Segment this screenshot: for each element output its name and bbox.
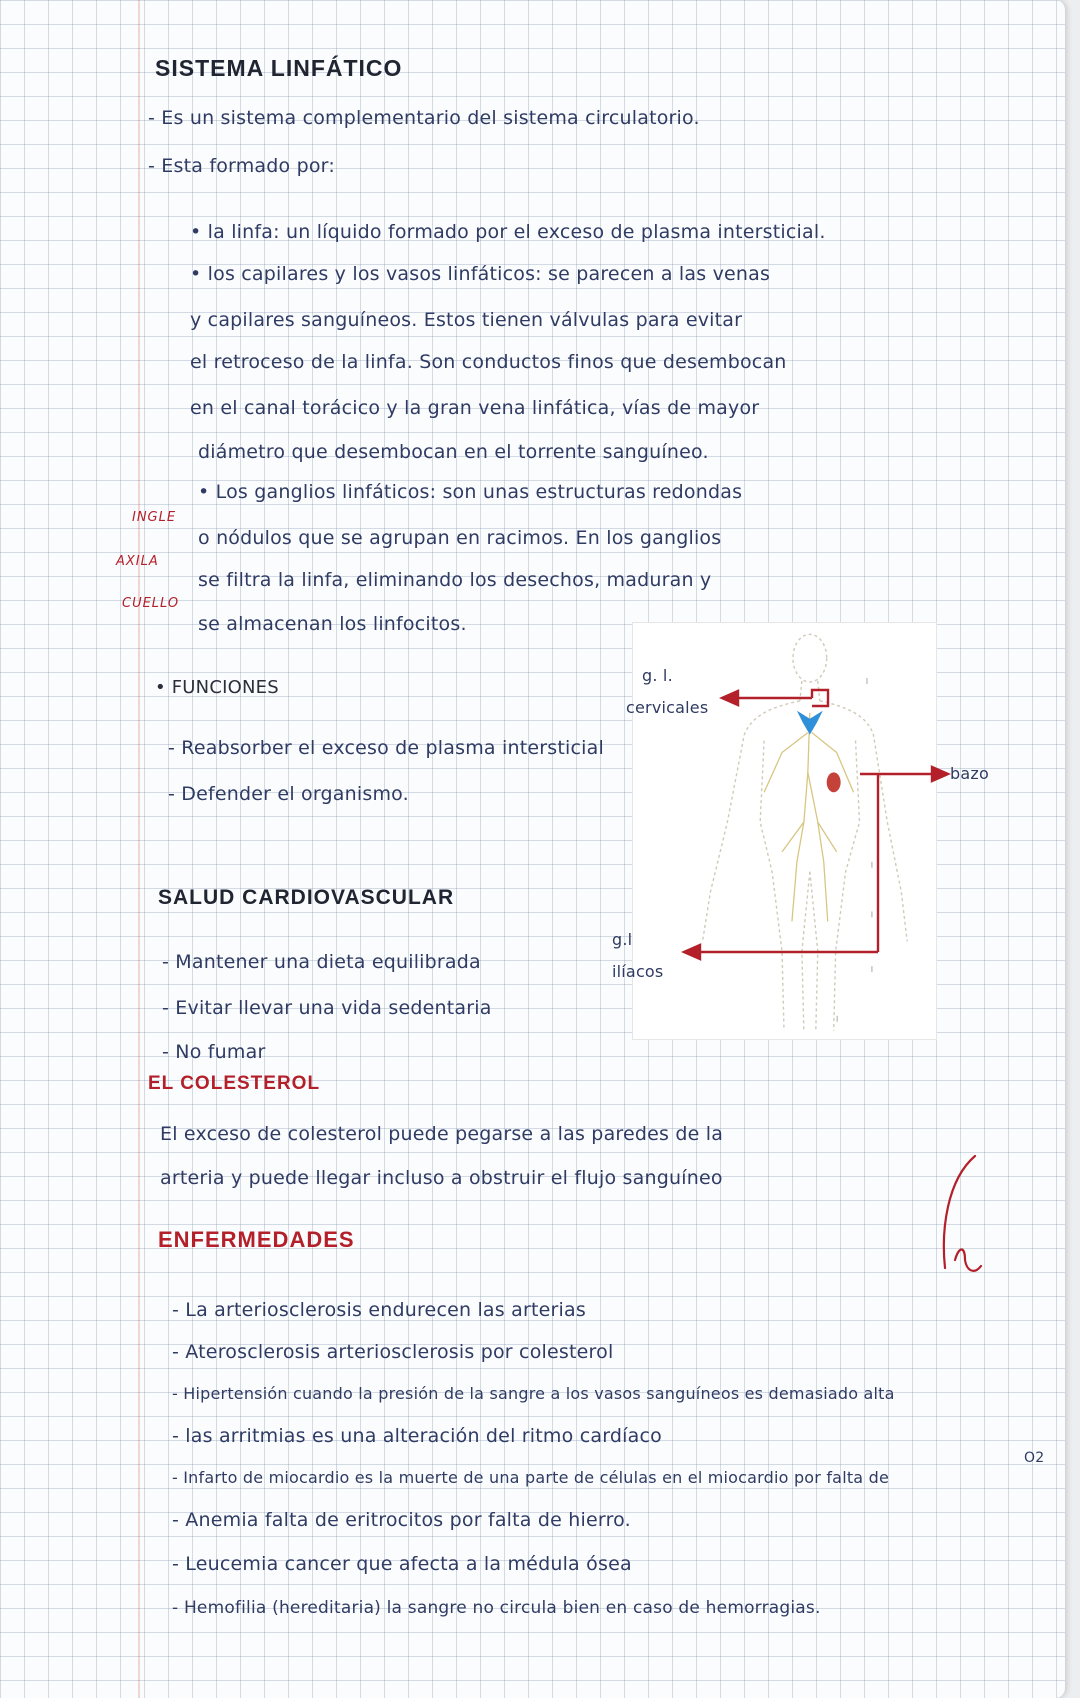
function-item: - Reabsorber el exceso de plasma intersticial <box>168 737 604 759</box>
intro-line-2: - Esta formado por: <box>148 155 335 177</box>
component-line: diámetro que desembocan en el torrente sanguíneo. <box>198 441 709 463</box>
disease-item: - Aterosclerosis arteriosclerosis por colesterol <box>172 1341 614 1363</box>
intro-line-1: - Es un sistema complementario del sistema circulatorio. <box>148 107 700 129</box>
side-label-ingle: INGLE <box>132 510 177 525</box>
spleen-mark <box>827 772 841 792</box>
label-gl-cervicales-1: g. l. <box>642 666 673 685</box>
cholesterol-heading: EL COLESTEROL <box>148 1073 321 1094</box>
body-silhouette <box>633 623 936 1039</box>
cholesterol-line: El exceso de colesterol puede pegarse a las paredes de la <box>160 1123 724 1145</box>
cardio-item: - Mantener una dieta equilibrada <box>162 951 481 973</box>
grade-mark <box>935 1150 985 1280</box>
cholesterol-line: arteria y puede llegar incluso a obstruir el flujo sanguíneo <box>160 1167 723 1189</box>
grade-mark-drawing <box>935 1150 985 1280</box>
component-line: en el canal torácico y la gran vena linfática, vías de mayor <box>190 397 760 419</box>
grade-letter <box>963 1254 964 1255</box>
disease-item: - Hemofilia (hereditaria) la sangre no circula bien en caso de hemorragias. <box>172 1598 821 1618</box>
disease-item: - Hipertensión cuando la presión de la sangre a los vasos sanguíneos es demasiado alta <box>172 1384 895 1403</box>
diseases-heading: ENFERMEDADES <box>158 1227 355 1252</box>
margin-line <box>138 0 140 1698</box>
component-line: y capilares sanguíneos. Estos tienen válvulas para evitar <box>190 309 743 331</box>
component-line: • los capilares y los vasos linfáticos: se parecen a las venas <box>190 263 771 285</box>
label-gl-iliacos-1: g.l <box>612 930 633 949</box>
functions-heading: • FUNCIONES <box>155 677 279 698</box>
side-label-cuello: CUELLO <box>122 596 180 611</box>
disease-item: - las arritmias es una alteración del ritmo cardíaco <box>172 1425 662 1447</box>
component-line: se filtra la linfa, eliminando los desechos, maduran y <box>198 569 712 591</box>
page-title: SISTEMA LINFÁTICO <box>155 55 403 81</box>
label-bazo: bazo <box>950 764 989 783</box>
cardio-item: - No fumar <box>162 1041 266 1063</box>
side-label-axila: AXILA <box>116 554 159 569</box>
disease-item: - Leucemia cancer que afecta a la médula ósea <box>172 1553 632 1575</box>
component-line: • la linfa: un líquido formado por el exceso de plasma intersticial. <box>190 221 826 243</box>
component-line: o nódulos que se agrupan en racimos. En los ganglios <box>198 527 722 549</box>
component-line: se almacenan los linfocitos. <box>198 613 467 635</box>
component-line: • Los ganglios linfáticos: son unas estructuras redondas <box>198 481 743 503</box>
cardio-heading: SALUD CARDIOVASCULAR <box>158 886 455 909</box>
disease-item: - Infarto de miocardio es la muerte de una parte de células en el miocardio por falta de <box>172 1468 889 1487</box>
lymphatic-body-diagram <box>632 622 937 1040</box>
disease-item: - Anemia falta de eritrocitos por falta de hierro. <box>172 1509 631 1531</box>
label-gl-iliacos-2: ilíacos <box>612 962 664 981</box>
disease-item: - La arteriosclerosis endurecen las arterias <box>172 1299 586 1321</box>
label-gl-cervicales-2: cervicales <box>626 698 709 717</box>
function-item: - Defender el organismo. <box>168 783 409 805</box>
cardio-item: - Evitar llevar una vida sedentaria <box>162 997 492 1019</box>
note-o2: O2 <box>1024 1450 1045 1466</box>
component-line: el retroceso de la linfa. Son conductos finos que desembocan <box>190 351 787 373</box>
